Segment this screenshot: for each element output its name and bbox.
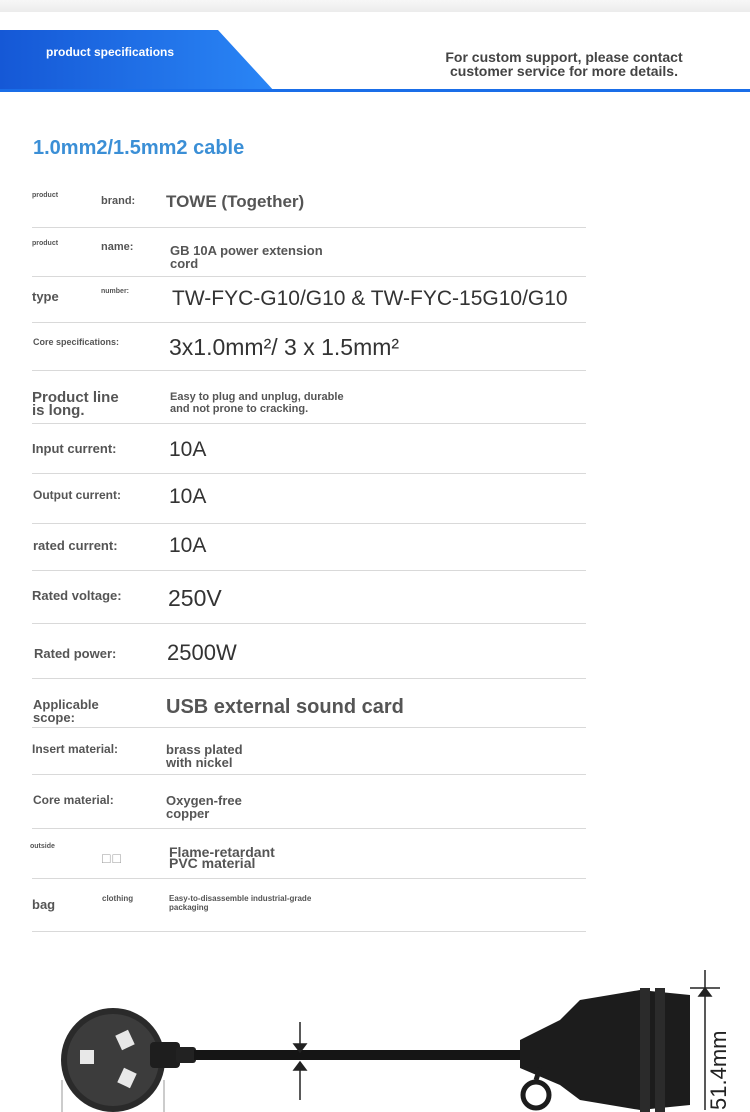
spec-label: Core material:: [33, 793, 114, 807]
spec-value: brass plated with nickel: [166, 742, 243, 770]
spec-label: Core specifications:: [33, 337, 120, 347]
spec-label: Insert material:: [32, 742, 119, 756]
section-title: 1.0mm2/1.5mm2 cable: [33, 137, 245, 159]
thickness-arrows-icon: [294, 1022, 306, 1100]
spec-value: Easy-to-disassemble industrial-grade packaging: [169, 894, 312, 912]
spec-prefix: bag: [32, 897, 56, 912]
placeholder-glyphs: □□: [102, 850, 123, 866]
socket-icon: [520, 988, 690, 1112]
spec-row-rated-current: [32, 523, 586, 571]
spec-value: Oxygen-free copper: [166, 793, 242, 821]
spec-row-product-line: [32, 370, 586, 424]
spec-label: Output current:: [33, 488, 121, 502]
spec-row-rated-power: [32, 623, 586, 679]
product-figure: [0, 960, 750, 1112]
spec-row-input-current: [32, 423, 586, 474]
top-strip: [0, 0, 750, 12]
strain-relief-icon: [150, 1042, 196, 1068]
spec-label: name:: [101, 241, 134, 253]
spec-row-core-spec: [32, 322, 586, 371]
spec-label: rated current:: [33, 538, 118, 553]
spec-value: 10A: [169, 485, 207, 508]
cable-icon: [194, 1050, 534, 1060]
dimension-label: 51.4mm: [706, 1030, 731, 1110]
page-header: [0, 30, 750, 92]
spec-value: Flame-retardant PVC material: [169, 844, 275, 871]
spec-label: Input current:: [32, 441, 117, 456]
header-tab-shape: [0, 30, 275, 92]
spec-label: number:: [101, 288, 129, 295]
header-tab-title: product specifications: [46, 45, 175, 59]
spec-label: brand:: [101, 195, 136, 207]
spec-value: USB external sound card: [166, 696, 404, 718]
spec-prefix: outside: [30, 843, 55, 850]
spec-value: GB 10A power extension cord: [170, 243, 323, 271]
spec-row-insert-material: [32, 727, 586, 775]
spec-row-outside: [32, 828, 586, 879]
spec-row-output-current: [32, 473, 586, 524]
spec-prefix: product: [32, 240, 59, 247]
spec-value: Easy to plug and unplug, durable and not prone to cracking.: [170, 391, 344, 415]
header-accent-bar: [0, 89, 750, 92]
spec-row-applicable-scope: [32, 678, 586, 728]
spec-prefix: type: [32, 289, 59, 304]
spec-row-bag: [32, 878, 586, 932]
spec-row-core-material: [32, 774, 586, 829]
spec-value: 250V: [168, 585, 222, 611]
spec-value: TOWE (Together): [166, 192, 305, 211]
contact-note: For custom support, please contact customer service for more details.: [445, 49, 683, 79]
plug-icon: [61, 1008, 165, 1112]
spec-value: 10A: [169, 438, 207, 461]
spec-value: 3x1.0mm²/ 3 x 1.5mm²: [169, 334, 400, 360]
spec-row-rated-voltage: [32, 570, 586, 624]
spec-value: 2500W: [167, 640, 237, 665]
spec-label: Applicable scope:: [33, 697, 99, 725]
spec-value: TW-FYC-G10/G10 & TW-FYC-15G10/G10: [172, 287, 568, 310]
spec-value: 10A: [169, 534, 207, 557]
spec-prefix: product: [32, 192, 59, 199]
spec-row-type-number: [32, 276, 586, 323]
spec-label: Product line is long.: [32, 389, 119, 419]
spec-row-name: [32, 227, 586, 277]
spec-label: clothing: [102, 894, 134, 903]
spec-label: Rated voltage:: [32, 588, 122, 603]
spec-label: Rated power:: [34, 646, 117, 661]
spec-row-brand: [32, 180, 586, 228]
